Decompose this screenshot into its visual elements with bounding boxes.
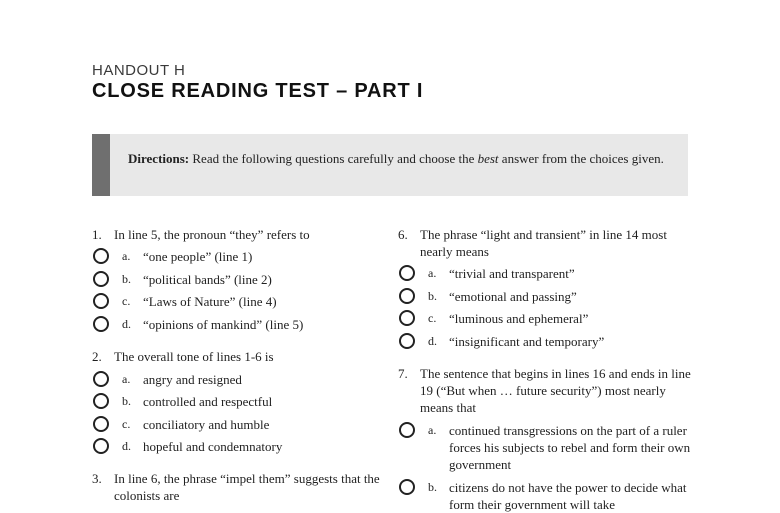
q2-option-a[interactable] [92, 371, 392, 388]
option-text: “insignificant and temporary” [449, 333, 605, 349]
question-stem: The sentence that begins in lines 16 and ends in line 19 (“But when … future security”) most nearly means that [420, 365, 691, 415]
question-7 [398, 365, 698, 416]
option-text: “emotional and passing” [449, 288, 577, 304]
option-text: “political bands” (line 2) [143, 271, 272, 287]
q2-option-c[interactable] [92, 416, 392, 433]
option-text: hopeful and condemnatory [143, 439, 283, 454]
left-column [92, 226, 392, 504]
option-letter: a. [428, 422, 437, 437]
option-text: “Laws of Nature” (line 4) [143, 294, 277, 309]
question-number: 2. [92, 348, 102, 364]
q7-option-a[interactable] [398, 422, 698, 473]
q6-option-a[interactable] [398, 265, 698, 282]
answer-bubble-icon[interactable] [399, 288, 415, 304]
answer-bubble-icon[interactable] [93, 416, 109, 432]
option-text: “trivial and transparent” [449, 266, 575, 281]
directions-body-2: answer from the choices given. [498, 151, 664, 166]
q1-option-b[interactable] [92, 271, 392, 288]
question-number: 1. [92, 227, 102, 242]
answer-bubble-icon[interactable] [399, 265, 415, 281]
option-letter: c. [122, 294, 131, 308]
question-number: 7. [398, 365, 408, 381]
handout-kicker: HANDOUT H [92, 62, 186, 79]
q2-option-b[interactable] [92, 393, 392, 410]
directions-body-1: Read the following questions carefully and choose the [189, 151, 478, 166]
answer-bubble-icon[interactable] [399, 333, 415, 349]
answer-bubble-icon[interactable] [399, 422, 415, 438]
question-stem: The phrase “light and transient” in line 14 most nearly means [420, 227, 667, 259]
option-text: continued transgressions on the part of a ruler forces his subjects to rebel and form their own government [449, 422, 691, 472]
question-stem: In line 5, the pronoun “they” refers to [114, 227, 310, 242]
option-letter: b. [122, 394, 131, 408]
directions-label: Directions: [128, 151, 190, 166]
option-letter: d. [122, 439, 131, 453]
answer-bubble-icon[interactable] [93, 371, 109, 387]
question-number: 3. [92, 471, 102, 486]
question-3 [92, 470, 392, 504]
question-2 [92, 348, 392, 365]
question-number: 6. [398, 227, 408, 242]
q2-option-d[interactable] [92, 438, 392, 455]
answer-bubble-icon[interactable] [93, 316, 109, 332]
option-letter: c. [428, 311, 437, 325]
option-letter: a. [122, 371, 131, 386]
option-text: “luminous and ephemeral” [449, 311, 589, 326]
directions-box [92, 134, 688, 196]
question-1 [92, 226, 392, 243]
q1-option-d[interactable] [92, 316, 392, 333]
option-text: “one people” (line 1) [143, 249, 253, 264]
directions-text [128, 150, 668, 167]
q6-option-d[interactable] [398, 333, 698, 350]
question-6 [398, 226, 698, 260]
question-stem: In line 6, the phrase “impel them” suggests that the colonists are [114, 471, 380, 503]
q6-option-b[interactable] [398, 288, 698, 305]
q6-option-c[interactable] [398, 310, 698, 327]
q1-option-a[interactable] [92, 248, 392, 265]
answer-bubble-icon[interactable] [399, 479, 415, 495]
answer-bubble-icon[interactable] [93, 438, 109, 454]
page-title: CLOSE READING TEST – PART I [92, 80, 424, 102]
option-text: controlled and respectful [143, 394, 273, 409]
option-letter: b. [428, 288, 437, 303]
option-letter: b. [122, 271, 131, 286]
option-letter: d. [122, 316, 131, 331]
q7-option-b[interactable] [398, 479, 698, 513]
right-column [398, 226, 698, 513]
answer-bubble-icon[interactable] [93, 393, 109, 409]
option-text: citizens do not have the power to decide what form their government will take [449, 479, 687, 512]
answer-bubble-icon[interactable] [399, 310, 415, 326]
option-text: conciliatory and humble [143, 416, 270, 432]
directions-emphasis: best [477, 151, 499, 166]
q1-option-c[interactable] [92, 293, 392, 310]
answer-bubble-icon[interactable] [93, 248, 109, 264]
option-letter: b. [428, 479, 437, 494]
directions-accent-bar [92, 134, 110, 196]
question-stem: The overall tone of lines 1-6 is [114, 348, 274, 364]
option-letter: a. [428, 266, 437, 280]
option-letter: d. [428, 333, 437, 348]
option-text: angry and resigned [143, 371, 242, 387]
answer-bubble-icon[interactable] [93, 293, 109, 309]
option-text: “opinions of mankind” (line 5) [143, 316, 304, 332]
answer-bubble-icon[interactable] [93, 271, 109, 287]
option-letter: a. [122, 249, 131, 263]
option-letter: c. [122, 416, 131, 431]
